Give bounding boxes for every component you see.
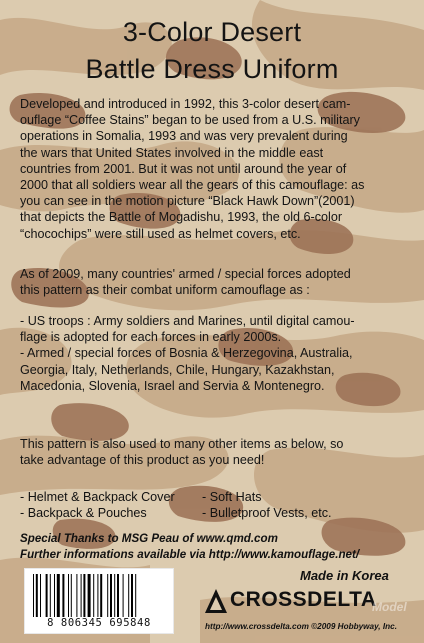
paragraph-line: “chocochips” were still used as helmet covers, etc. xyxy=(20,226,301,241)
title-line-1: 3-Color Desert xyxy=(122,17,302,47)
list-item: - Helmet & Backpack Cover xyxy=(20,490,175,504)
credits xyxy=(20,531,359,563)
barcode-bar xyxy=(88,574,91,617)
barcode-bar xyxy=(97,574,98,617)
usage-paragraph xyxy=(20,436,412,468)
barcode-bar xyxy=(128,574,129,617)
barcode-bar xyxy=(93,574,94,617)
paragraph-line: flage is adopted for each forces in early 2000s. xyxy=(20,330,282,345)
barcode-bar xyxy=(81,574,82,617)
history-paragraph xyxy=(20,96,412,242)
barcode-bar xyxy=(68,574,69,617)
paragraph-line: you can see in the motion picture “Black Hawk Down”(2001) xyxy=(20,194,355,209)
paragraph-line: take advantage of this product as you need! xyxy=(20,453,265,468)
list-item: - Backpack & Pouches xyxy=(20,506,147,520)
barcode-bar xyxy=(110,574,112,617)
title-line-2: Battle Dress Uniform xyxy=(85,54,339,84)
barcode-bar xyxy=(117,574,119,617)
barcode-bar xyxy=(114,574,115,617)
barcode-bar xyxy=(50,574,51,617)
barcode-bar xyxy=(76,574,77,617)
paragraph-line: this pattern as their combat uniform camouflage as : xyxy=(20,283,310,298)
barcode-bars xyxy=(33,574,165,617)
paragraph-line: As of 2009, many countries' armed / special forces adopted xyxy=(20,267,351,281)
barcode-bar xyxy=(40,574,41,617)
credits-website: Further informations available via http://www.kamouflage.net/ xyxy=(20,548,360,561)
barcode-bar xyxy=(62,574,64,617)
watermark: Model xyxy=(372,600,407,614)
barcode-bar xyxy=(54,574,55,617)
paragraph-line: Macedonia, Slovenia, Israel and Servia & Montenegro. xyxy=(20,378,325,393)
barcode-bar xyxy=(71,574,72,617)
list-item: - Soft Hats xyxy=(202,490,262,504)
paragraph-line: Georgia, Italy, Netherlands, Chile, Hungary, Kazakhstan, xyxy=(20,362,335,377)
barcode-bar xyxy=(135,574,136,617)
credits-thanks: Special Thanks to MSG Peau of www.qmd.com xyxy=(20,532,278,545)
barcode-bar xyxy=(46,574,48,617)
barcode-bar xyxy=(83,574,85,617)
barcode-bar xyxy=(36,574,38,617)
made-in-label: Made in Korea xyxy=(300,568,389,583)
barcode xyxy=(24,568,174,634)
paragraph-line: operations in Somalia, 1993 and was very prevalent during xyxy=(20,129,348,144)
paragraph-line: This pattern is also used to many other items as below, so xyxy=(20,437,344,451)
paragraph-line: that depicts the Battle of Mogadishu, 1993, the old 6-color xyxy=(20,210,343,225)
footer-copyright: http://www.crossdelta.com ©2009 Hobbyway, Inc. xyxy=(205,622,397,631)
barcode-bar xyxy=(57,574,60,617)
list-item: - Bulletproof Vests, etc. xyxy=(202,506,332,520)
paragraph-line: countries from 2001. But it was not until around the year of xyxy=(20,161,347,176)
paragraph-line: ouflage “Coffee Stains” began to be used from a U.S. military xyxy=(20,113,360,128)
paragraph-line: - US troops : Army soldiers and Marines, until digital camou- xyxy=(20,314,355,328)
brand-name: CROSSDELTA xyxy=(230,588,377,611)
paragraph-line: 2000 that all soldiers wear all the gears of this camouflage: as xyxy=(20,178,365,193)
paragraph-line: Developed and introduced in 1992, this 3-color desert cam- xyxy=(20,97,351,111)
barcode-bar xyxy=(107,574,108,617)
barcode-digits: 8 806345 695848 xyxy=(47,617,151,629)
forces-list-paragraph xyxy=(20,313,412,394)
barcode-bar xyxy=(33,574,34,617)
paragraph-line: the wars that United States involved in the middle east xyxy=(20,145,324,160)
barcode-bar xyxy=(131,574,133,617)
barcode-bar xyxy=(100,574,102,617)
barcode-bar xyxy=(123,574,124,617)
adoption-paragraph xyxy=(20,266,412,298)
crossdelta-triangle-icon xyxy=(204,588,228,614)
paragraph-line: - Armed / special forces of Bosnia & Herzegovina, Australia, xyxy=(20,346,353,361)
